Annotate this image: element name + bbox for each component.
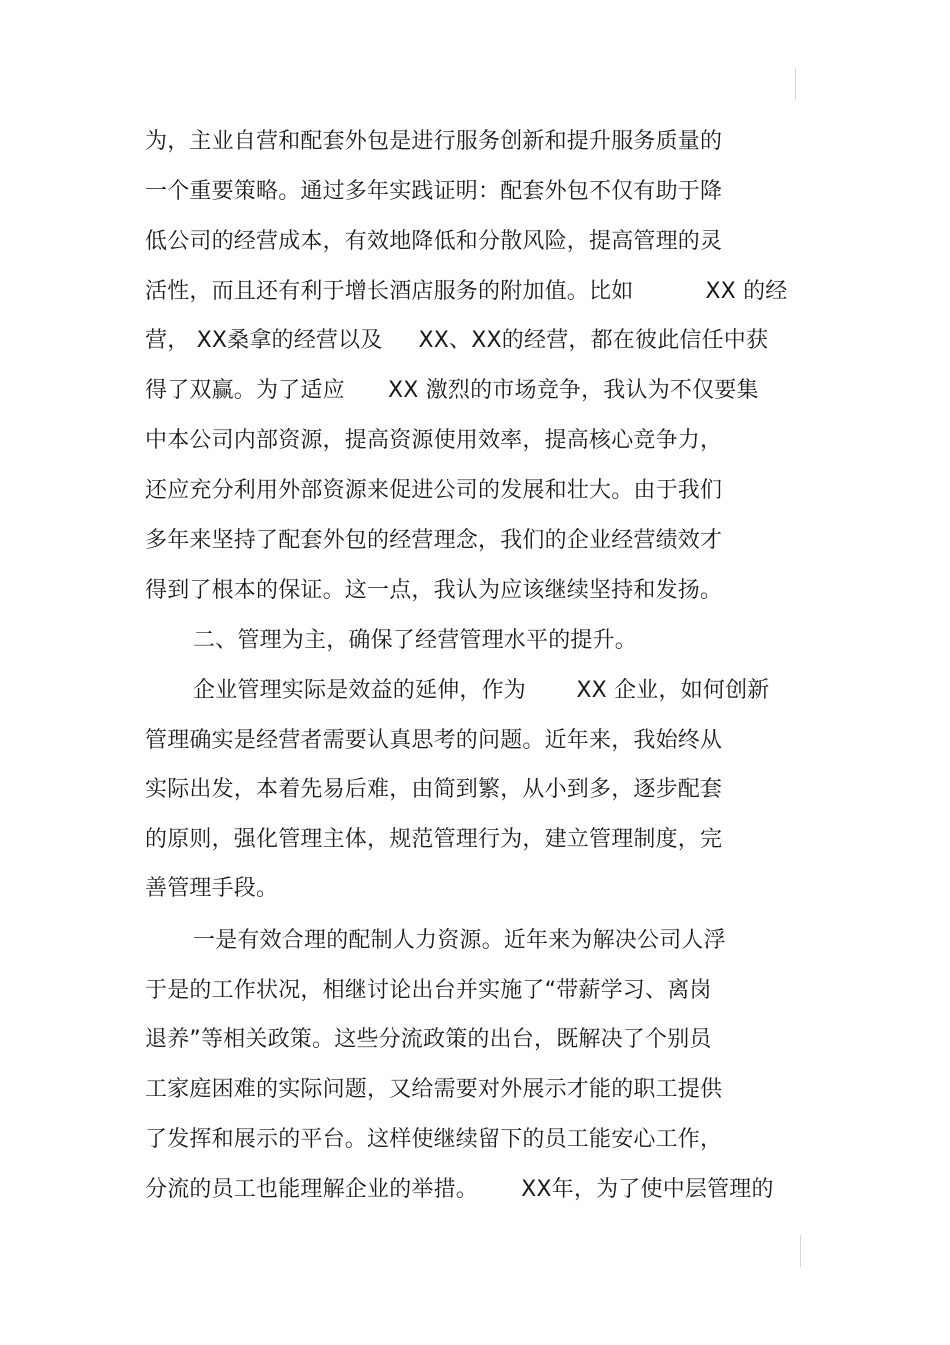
body-text-line: 分流的员工也能理解企业的举措。 XX年，为了使中层管理的 bbox=[145, 1177, 774, 1202]
paragraph-first-line: 企业管理实际是效益的延伸，作为 XX 企业，如何创新 bbox=[193, 678, 770, 703]
body-text-line: 低公司的经营成本，有效地降低和分散风险，提高管理的灵 bbox=[145, 229, 723, 254]
body-text-line: 活性，而且还有利于增长酒店服务的附加值。比如 XX 的经 bbox=[145, 279, 788, 304]
body-text-line: 营， XX桑拿的经营以及 XX、XX的经营，都在彼此信任中获 bbox=[145, 328, 769, 353]
body-text-line: 的原则，强化管理主体，规范管理行为，建立管理制度，完 bbox=[145, 827, 723, 852]
body-text-line: 于是的工作状况，相继讨论出台并实施了“带薪学习、离岗 bbox=[145, 978, 712, 1003]
body-text-line: 善管理手段。 bbox=[145, 876, 279, 901]
body-text-line: 多年来坚持了配套外包的经营理念，我们的企业经营绩效才 bbox=[145, 528, 723, 553]
body-text-line: 实际出发，本着先易后难，由简到繁，从小到多，逐步配套 bbox=[145, 777, 723, 802]
page-margin-mark-top bbox=[795, 68, 796, 100]
body-text-line: 中本公司内部资源，提高资源使用效率，提高核心竞争力， bbox=[145, 428, 723, 453]
body-text-line: 得了双赢。为了适应 XX 激烈的市场竞争，我认为不仅要集 bbox=[145, 378, 759, 403]
body-text-line: 一个重要策略。通过多年实践证明：配套外包不仅有助于降 bbox=[145, 179, 723, 204]
body-text-line: 退养”等相关政策。这些分流政策的出台，既解决了个别员 bbox=[145, 1027, 712, 1052]
page-margin-mark-bottom bbox=[800, 1235, 801, 1267]
body-text-line: 为，主业自营和配套外包是进行服务创新和提升服务质量的 bbox=[145, 129, 723, 154]
section-heading: 二、管理为主，确保了经营管理水平的提升。 bbox=[193, 628, 638, 653]
body-text-line: 了发挥和展示的平台。这样使继续留下的员工能安心工作， bbox=[145, 1127, 723, 1152]
body-text-line: 管理确实是经营者需要认真思考的问题。近年来，我始终从 bbox=[145, 728, 723, 753]
body-text-line: 还应充分利用外部资源来促进公司的发展和壮大。由于我们 bbox=[145, 478, 723, 503]
body-text-line: 工家庭困难的实际问题，又给需要对外展示才能的职工提供 bbox=[145, 1077, 723, 1102]
body-text-line: 得到了根本的保证。这一点，我认为应该继续坚持和发扬。 bbox=[145, 578, 723, 603]
paragraph-first-line: 一是有效合理的配制人力资源。近年来为解决公司人浮 bbox=[193, 928, 726, 953]
